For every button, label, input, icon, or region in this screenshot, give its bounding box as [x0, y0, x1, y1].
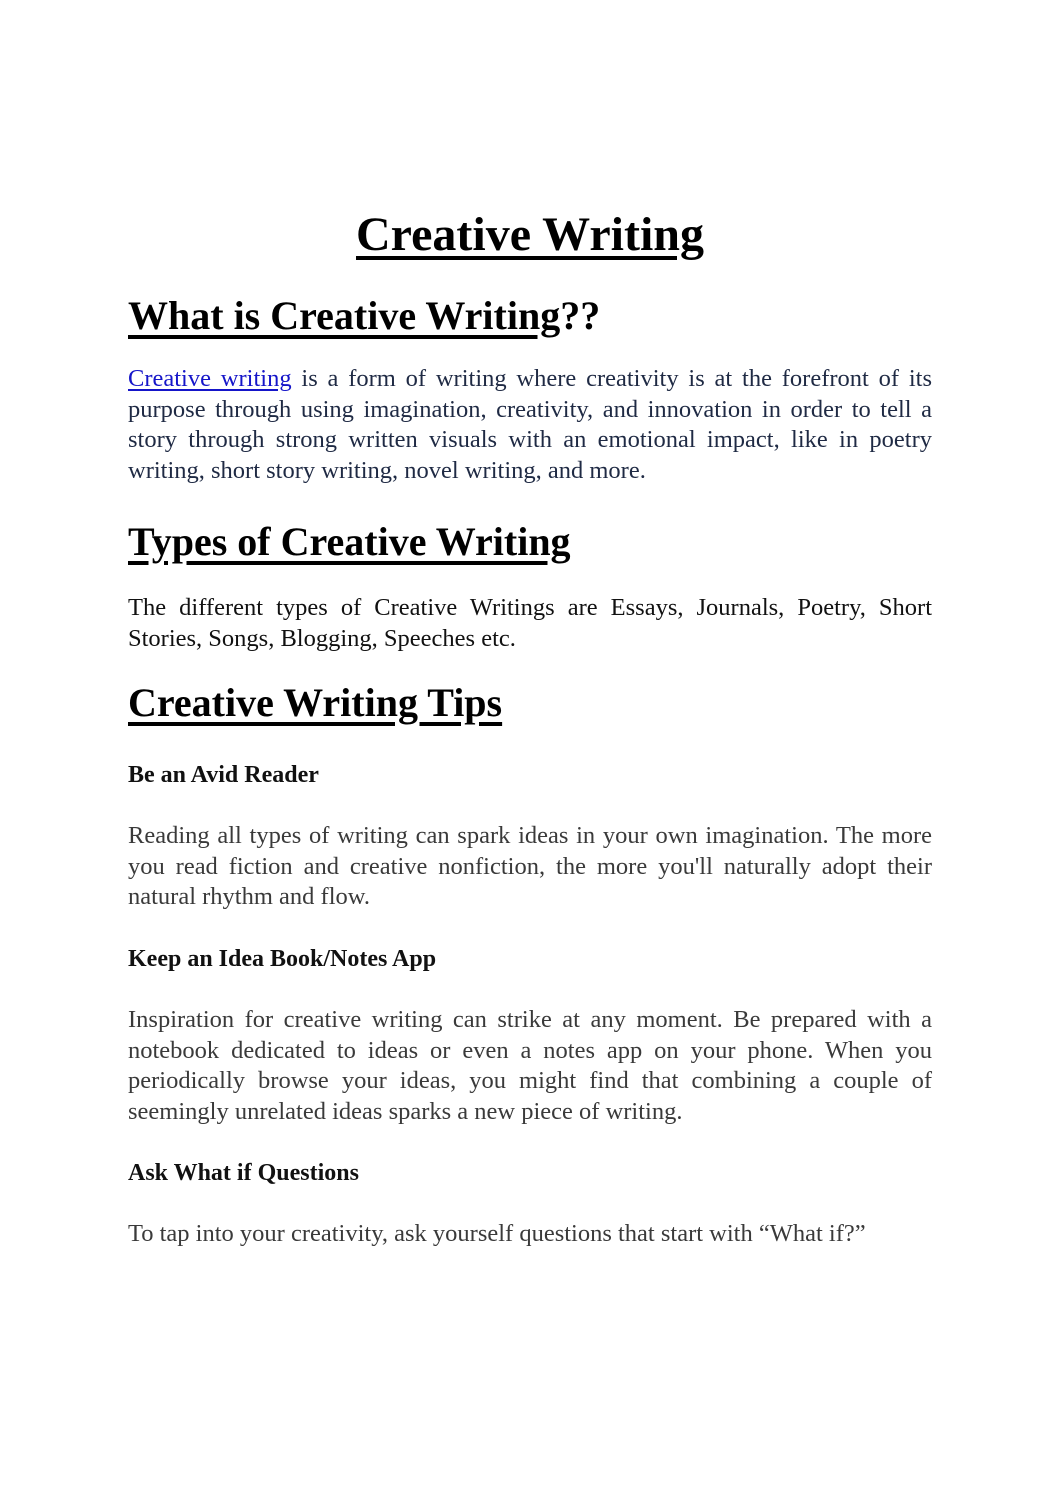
tip-body-idea-book: Inspiration for creative writing can strike at any moment. Be prepared with a notebook dedicated to ideas or even a notes app on your phone. When you periodically browse your ideas, you might find that combining a couple of seemingly unrelated ideas sparks a new piece of writing.: [128, 1006, 932, 1125]
tip-title-idea-book: Keep an Idea Book/Notes App: [128, 946, 437, 972]
tip-title-avid-reader: Be an Avid Reader: [128, 762, 319, 788]
paragraph-what-is-text: is a form of writing where creativity is at the forefront of its purpose through using imagination, creativity, and innovation in order to tell a story through strong written visuals with an emotional impact, like in poetry writing, short story writing, novel writing, and more.: [128, 365, 932, 484]
document-title: [128, 206, 932, 264]
creative-writing-link[interactable]: Creative writing: [128, 365, 292, 392]
tip-body-what-if: To tap into your creativity, ask yourself questions that start with “What if?”: [128, 1220, 866, 1247]
heading-what-is-suffix: ??: [560, 293, 601, 338]
heading-types-of-creative-writing: [128, 518, 571, 566]
paragraph-what-is: [128, 364, 932, 486]
heading-what-is-creative-writing: [128, 292, 600, 340]
tip-title-what-if: Ask What if Questions: [128, 1160, 359, 1186]
heading-what-is-text: What is Creative Writing: [128, 293, 561, 338]
tip-body-avid-reader: Reading all types of writing can spark ideas in your own imagination. The more you read fiction and creative nonfiction, the more you'll naturally adopt their natural rhythm and flow.: [128, 822, 932, 910]
heading-types-text: Types of Creative Writing: [128, 519, 571, 564]
heading-creative-writing-tips: [128, 679, 502, 727]
paragraph-types: [128, 593, 932, 654]
document-title-text: Creative Writing: [356, 208, 704, 261]
paragraph-types-text: The different types of Creative Writings are Essays, Journals, Poetry, Short Stories, Songs, Blogging, Speeches etc.: [128, 594, 932, 652]
heading-tips-text: Creative Writing Tips: [128, 680, 503, 725]
